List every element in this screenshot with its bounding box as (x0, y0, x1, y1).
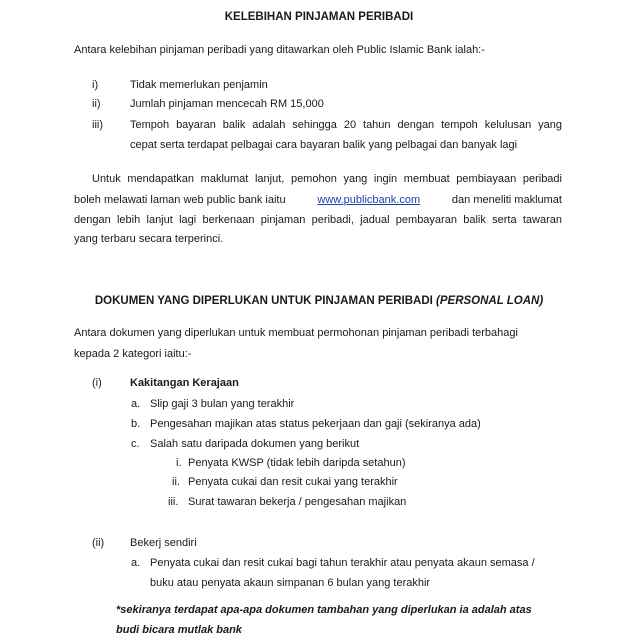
doc-subitem-text: Penyata cukai dan resit cukai yang terakhir (188, 476, 398, 488)
doc-item-text: Pengesahan majikan atas status pekerjaan dan gaji (sekiranya ada) (150, 418, 481, 430)
footnote-line: *sekiranya terdapat apa-apa dokumen tambahan yang diperlukan ia adalah atas (116, 604, 532, 616)
intro-text: Antara kelebihan pinjaman peribadi yang ditawarkan oleh Public Islamic Bank ialah:- (74, 44, 485, 56)
list-item-number: iii) (92, 119, 103, 131)
list-item-number: i) (92, 79, 99, 91)
list-item-text: Jumlah pinjaman mencecah RM 15,000 (130, 98, 324, 110)
doc-subitem-text: Surat tawaran bekerja / pengesahan majikan (188, 496, 407, 508)
category-label: Kakitangan Kerajaan (130, 377, 239, 389)
doc-item-letter: b. (131, 418, 141, 430)
doc-item-text-continued: buku atau penyata akaun simpanan 6 bulan yang terakhir (150, 577, 431, 589)
doc-subitem-numeral: iii. (168, 496, 179, 508)
section2-intro-line: Antara dokumen yang diperlukan untuk membuat permohonan pinjaman peribadi terbahagi (74, 327, 518, 339)
paragraph-line: Untuk mendapatkan maklumat lanjut, pemohon yang ingin membuat pembiayaan peribadi (92, 173, 562, 185)
section-title-italic: (PERSONAL LOAN) (436, 295, 544, 307)
list-item-text: Tidak memerlukan penjamin (130, 79, 268, 91)
list-item-number: ii) (92, 98, 101, 110)
doc-item-text: Salah satu daripada dokumen yang berikut (150, 438, 360, 450)
doc-subitem-numeral: i. (176, 457, 182, 469)
paragraph-line: yang terbaru secara terperinci. (74, 233, 224, 245)
category-label: Bekerj sendiri (130, 537, 197, 549)
list-item-text-continued: cepat serta terdapat pelbagai cara bayaran balik yang pelbagai dan banyak lagi (130, 139, 518, 151)
doc-item-text: Penyata cukai dan resit cukai bagi tahun terakhir atau penyata akaun semasa / (150, 557, 535, 569)
doc-item-letter: a. (131, 557, 141, 569)
category-number: (ii) (92, 537, 105, 549)
doc-subitem-text: Penyata KWSP (tidak lebih daripda setahun) (188, 457, 406, 469)
paragraph-line (74, 195, 562, 206)
doc-item-text: Slip gaji 3 bulan yang terakhir (150, 398, 295, 410)
section-title-kelebihan: KELEBIHAN PINJAMAN PERIBADI (224, 11, 414, 23)
section-title-text: DOKUMEN YANG DIPERLUKAN UNTUK PINJAMAN PERIBADI (94, 295, 433, 307)
list-item-text: Tempoh bayaran balik adalah sehingga 20 tahun dengan tempoh kelulusan yang (130, 119, 562, 131)
doc-item-letter: c. (131, 438, 140, 450)
footnote-line: budi bicara mutlak bank (116, 624, 242, 636)
publicbank-link[interactable]: www.publicbank.com (317, 194, 421, 206)
doc-subitem-numeral: ii. (172, 476, 180, 488)
section2-intro-line: kepada 2 kategori iaitu:- (74, 348, 192, 360)
paragraph-line: dengan lebih lanjut lagi berkenaan pinjaman peribadi, jadual pembayaran balik serta tawaran (74, 214, 562, 226)
doc-item-letter: a. (131, 398, 141, 410)
section-title-dokumen (0, 296, 638, 308)
paragraph-text: dan meneliti maklumat (451, 194, 562, 206)
category-number: (i) (92, 377, 102, 389)
paragraph-text: boleh melawati laman web public bank iaitu (74, 194, 286, 206)
